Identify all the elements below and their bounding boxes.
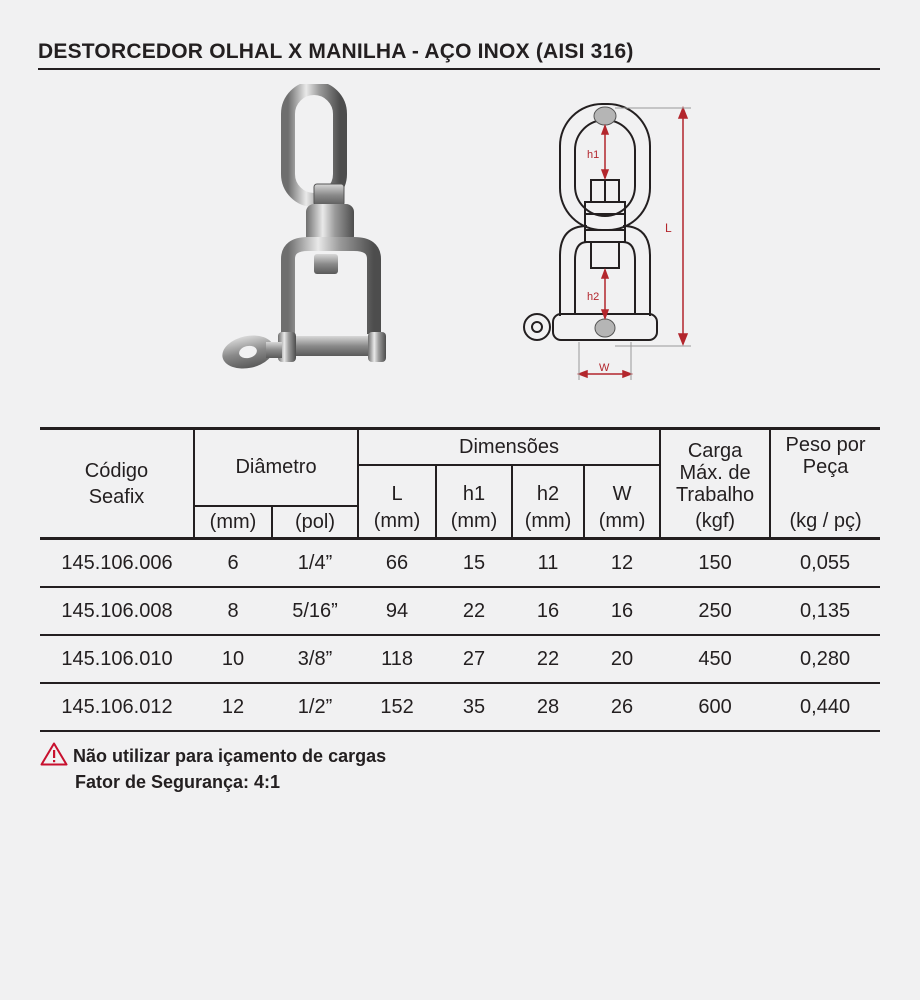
cell-diametro-pol: 3/8” [272, 635, 358, 683]
unit-carga-kgf: (kgf) [660, 506, 770, 539]
unit-diametro-pol: (pol) [272, 506, 358, 539]
table-row [40, 683, 880, 731]
cell-carga: 150 [660, 539, 770, 588]
warning-note [40, 742, 386, 795]
cell-h1: 27 [436, 635, 512, 683]
dim-label-W: W [599, 362, 610, 374]
warning-triangle-icon [40, 742, 68, 766]
cell-peso: 0,055 [770, 539, 880, 588]
dim-label-L: L [665, 221, 672, 235]
cell-codigo: 145.106.012 [40, 683, 194, 731]
cell-L: 94 [358, 587, 436, 635]
unit-h2-mm: (mm) [512, 506, 584, 539]
cell-h2: 16 [512, 587, 584, 635]
cell-codigo: 145.106.006 [40, 539, 194, 588]
cell-diametro-pol: 5/16” [272, 587, 358, 635]
cell-L: 66 [358, 539, 436, 588]
page-title: DESTORCEDOR OLHAL X MANILHA - AÇO INOX (AISI 316) [38, 40, 634, 63]
cell-peso: 0,135 [770, 587, 880, 635]
table-row [40, 635, 880, 683]
header-L: L [358, 465, 436, 506]
cell-h2: 28 [512, 683, 584, 731]
header-h2: h2 [512, 465, 584, 506]
warning-text: Não utilizar para içamento de cargas [73, 746, 387, 766]
specs-table [40, 427, 880, 732]
cell-carga: 600 [660, 683, 770, 731]
cell-W: 20 [584, 635, 660, 683]
cell-diametro-mm: 6 [194, 539, 272, 588]
table-row [40, 539, 880, 588]
header-carga: Carga Máx. de Trabalho [660, 429, 770, 507]
header-codigo: Código Seafix [40, 429, 194, 539]
cell-carga: 250 [660, 587, 770, 635]
cell-diametro-mm: 10 [194, 635, 272, 683]
cell-diametro-pol: 1/2” [272, 683, 358, 731]
cell-L: 152 [358, 683, 436, 731]
cell-h1: 35 [436, 683, 512, 731]
header-W: W [584, 465, 660, 506]
technical-drawing [515, 96, 715, 386]
dim-label-h2: h2 [587, 291, 600, 303]
header-peso: Peso por Peça [770, 429, 880, 507]
cell-carga: 450 [660, 635, 770, 683]
unit-W-mm: (mm) [584, 506, 660, 539]
cell-h2: 22 [512, 635, 584, 683]
header-h1: h1 [436, 465, 512, 506]
cell-W: 26 [584, 683, 660, 731]
dim-label-h1: h1 [587, 149, 600, 161]
product-photo [218, 84, 403, 394]
unit-peso-kgpc: (kg / pç) [770, 506, 880, 539]
cell-codigo: 145.106.010 [40, 635, 194, 683]
unit-h1-mm: (mm) [436, 506, 512, 539]
cell-peso: 0,280 [770, 635, 880, 683]
header-dimensoes: Dimensões [358, 429, 660, 466]
unit-diametro-mm: (mm) [194, 506, 272, 539]
cell-diametro-pol: 1/4” [272, 539, 358, 588]
cell-W: 12 [584, 539, 660, 588]
cell-peso: 0,440 [770, 683, 880, 731]
cell-L: 118 [358, 635, 436, 683]
cell-codigo: 145.106.008 [40, 587, 194, 635]
table-row [40, 587, 880, 635]
cell-W: 16 [584, 587, 660, 635]
header-diametro: Diâmetro [194, 429, 358, 507]
cell-h2: 11 [512, 539, 584, 588]
unit-L-mm: (mm) [358, 506, 436, 539]
title-divider [38, 68, 880, 70]
cell-diametro-mm: 8 [194, 587, 272, 635]
cell-diametro-mm: 12 [194, 683, 272, 731]
safety-factor-text: Fator de Segurança: 4:1 [75, 772, 281, 792]
cell-h1: 15 [436, 539, 512, 588]
cell-h1: 22 [436, 587, 512, 635]
